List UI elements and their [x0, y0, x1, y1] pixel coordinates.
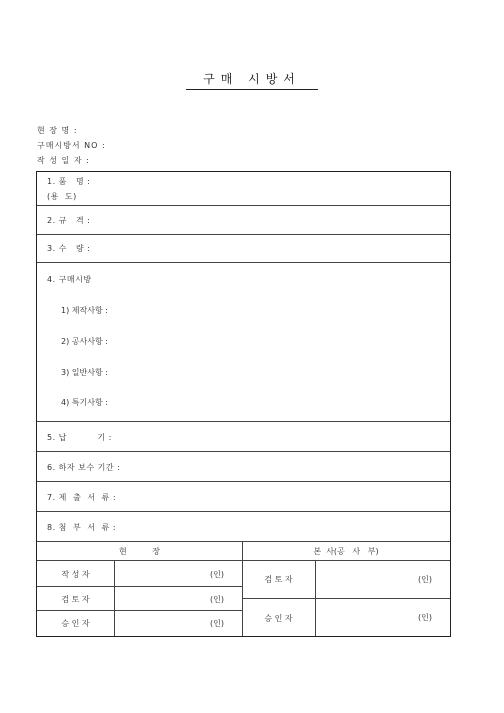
- purchase-spec-label: 4. 구매시방: [47, 275, 92, 284]
- construction-label: 2) 공사사항 :: [61, 337, 108, 346]
- quantity-label: 3. 수 량 :: [47, 244, 91, 253]
- spec-label: 2. 규 격 :: [47, 216, 91, 225]
- spec-form-table: [36, 171, 451, 637]
- row-attached-docs: [37, 512, 450, 542]
- row-spec: [37, 206, 450, 235]
- item-usage-label: (용 도): [47, 192, 77, 201]
- hq-approver-seal: (인): [418, 613, 432, 622]
- submit-docs-label: 7. 제 출 서 류 :: [47, 493, 117, 502]
- hq-header: 본 사(공 사 부): [313, 547, 379, 556]
- site-row-divider-1: [37, 586, 242, 587]
- writer-seal: (인): [210, 570, 224, 579]
- site-name-label: 현 장 명 :: [37, 126, 78, 135]
- reviewer-label: 검 토 자: [61, 595, 90, 604]
- special-label: 4) 특기사항 :: [61, 398, 108, 407]
- row-purchase-spec: [37, 263, 450, 422]
- manufacturing-label: 1) 제작사항 :: [61, 306, 108, 315]
- approver-seal: (인): [210, 619, 224, 628]
- document-title: 구매 시방서: [203, 72, 301, 86]
- general-label: 3) 일반사항 :: [61, 368, 108, 377]
- sign-header-divider: [37, 560, 450, 561]
- date-label: 작 성 일 자 :: [37, 156, 90, 165]
- site-row-divider-2: [37, 610, 242, 611]
- item-name-label: 1. 품 명 :: [47, 177, 91, 186]
- hq-reviewer-label: 검 토 자: [264, 575, 293, 584]
- approver-label: 승 인 자: [61, 619, 90, 628]
- hq-reviewer-seal: (인): [418, 575, 432, 584]
- hq-row-divider: [242, 598, 450, 599]
- attached-docs-label: 8. 첨 부 서 류 :: [47, 523, 117, 532]
- spec-number-label: 구매시방서 NO :: [37, 141, 106, 150]
- writer-label: 작 성 자: [61, 570, 90, 579]
- reviewer-seal: (인): [210, 595, 224, 604]
- row-warranty: [37, 452, 450, 482]
- site-label-divider: [114, 560, 115, 636]
- row-quantity: [37, 235, 450, 263]
- hq-approver-label: 승 인 자: [264, 614, 293, 623]
- title-underline: [186, 89, 318, 90]
- row-delivery: [37, 422, 450, 452]
- row-item-name: [37, 172, 450, 206]
- warranty-label: 6. 하자 보수 기간 :: [47, 463, 121, 472]
- site-header: 현 장: [119, 547, 160, 556]
- row-submit-docs: [37, 482, 450, 512]
- signature-section: [37, 542, 450, 636]
- delivery-label: 5. 납 기 :: [47, 433, 112, 442]
